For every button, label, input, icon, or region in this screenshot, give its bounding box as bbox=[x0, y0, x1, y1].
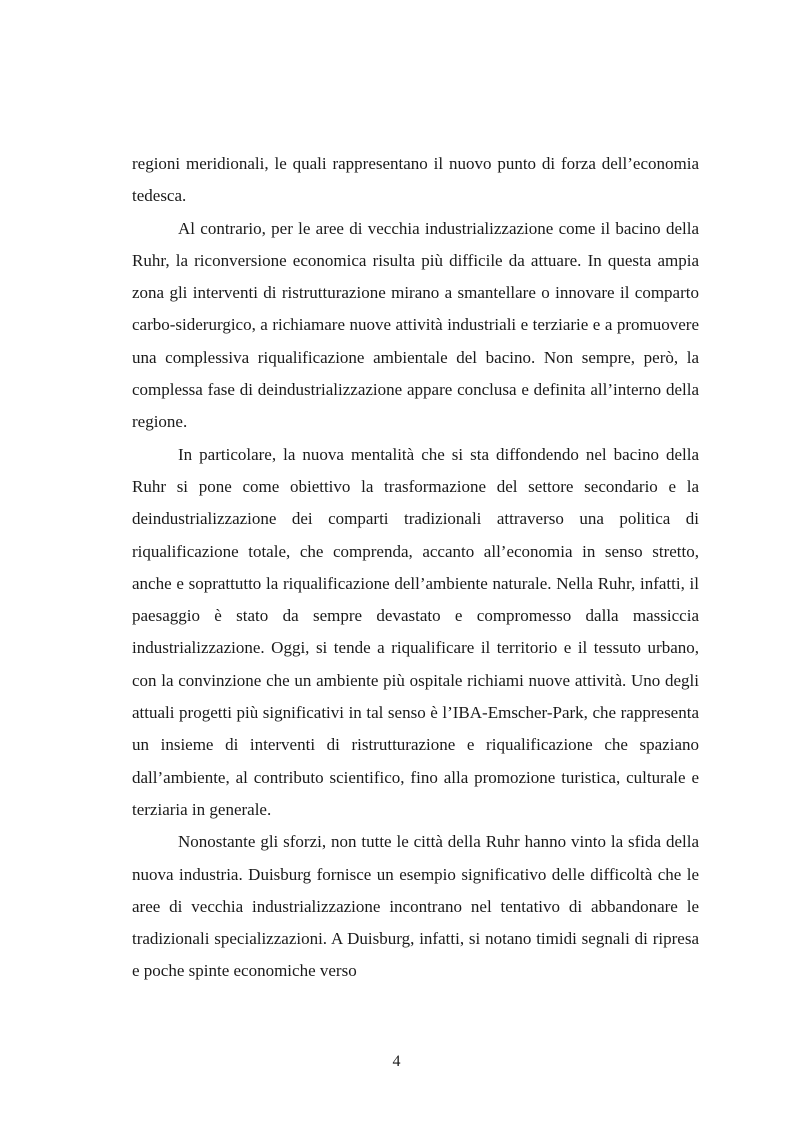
paragraph-duisburg: Nonostante gli sforzi, non tutte le città della Ruhr hanno vinto la sfida della nuova industria. Duisburg fornisce un esempio significativo delle difficoltà che le aree di vecchia industrializzazione incontrano nel tentativo di abbandonare le tradizionali specializzazioni. A Duisburg, infatti, si notano timidi segnali di ripresa e poche spinte economiche verso bbox=[132, 832, 699, 981]
body-text bbox=[132, 148, 699, 988]
page-number: 4 bbox=[392, 1053, 401, 1070]
paragraph-new-mentality: In particolare, la nuova mentalità che si sta diffondendo nel bacino della Ruhr si pone come obiettivo la trasformazione del settore secondario e la deindustrializzazione dei comparti tradizionali attraverso una politica di riqualificazione totale, che comprenda, accanto all’economia in senso stretto, anche e soprattutto la riqualificazione dell’ambiente naturale. Nella Ruhr, infatti, il paesaggio è stato da sempre devastato e compromesso dalla massiccia industrializzazione. Oggi, si tende a riqualificare il territorio e il tessuto urbano, con la convinzione che un ambiente più ospitale richiami nuove attività. Uno degli attuali progetti più significativi in tal senso è l’IBA-Emscher-Park, che rappresenta un insieme di interventi di ristrutturazione e riqualificazione che spaziano dall’ambiente, al contributo scientifico, fino alla promozione turistica, culturale e terziaria in generale. bbox=[132, 444, 699, 819]
paragraph-ruhr-reconversion: Al contrario, per le aree di vecchia industrializzazione come il bacino della Ruhr, la riconversione economica risulta più difficile da attuare. In questa ampia zona gli interventi di ristrutturazione mirano a smantellare o innovare il comparto carbo-siderurgico, a richiamare nuove attività industriali e terziarie e a promuovere una complessiva riqualificazione ambientale del bacino. Non sempre, però, la complessa fase di deindustrializzazione appare conclusa e definita all’interno della regione. bbox=[132, 218, 699, 432]
paragraph-continuation: regioni meridionali, le quali rappresentano il nuovo punto di forza dell’economia tedesca. bbox=[132, 154, 699, 206]
